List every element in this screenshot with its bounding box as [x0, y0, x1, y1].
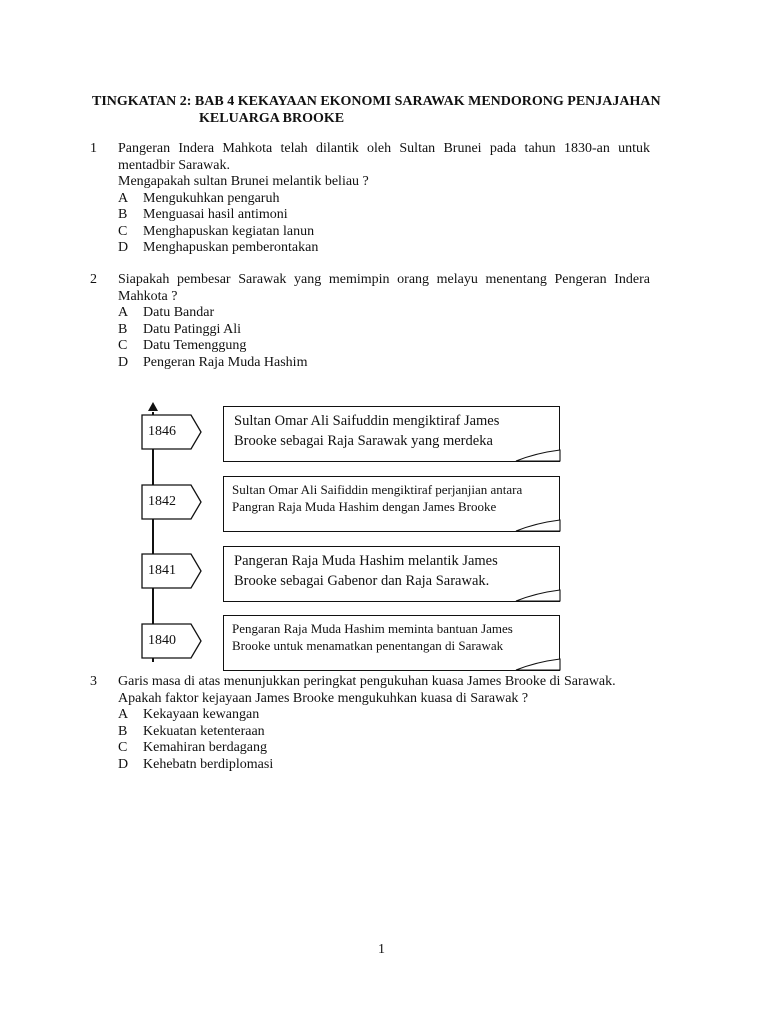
- answer-option-c: [118, 740, 710, 757]
- title-line-2: KELUARGA BROOKE: [199, 111, 345, 126]
- option-text: Datu Bandar: [143, 305, 215, 320]
- year-marker-1846: [141, 414, 203, 450]
- option-letter: D: [118, 354, 129, 370]
- question-number: 1: [90, 141, 97, 156]
- option-text: Kekayaan kewangan: [143, 707, 260, 722]
- event-text-line: Brooke sebagai Gabenor dan Raja Sarawak.: [234, 573, 490, 589]
- option-letter: C: [118, 740, 128, 755]
- timeline-arrow-head: [148, 402, 158, 411]
- page-curl-icon: [516, 520, 560, 532]
- year-marker-1841: [141, 553, 203, 589]
- option-letter: C: [118, 223, 128, 239]
- option-text: Kekuatan ketenteraan: [143, 723, 265, 739]
- page-curl-icon: [516, 659, 560, 671]
- answer-option-d: [118, 240, 650, 257]
- option-text: Kehebatn berdiplomasi: [143, 756, 274, 772]
- answer-option-c: [118, 338, 650, 355]
- question-number: 2: [90, 272, 97, 287]
- year-marker-1842: [141, 484, 203, 520]
- question-2: [90, 272, 650, 371]
- timeline-event-1846: [223, 406, 560, 462]
- answer-option-a: [118, 707, 710, 724]
- event-text-line: Pangran Raja Muda Hashim dengan James Brooke: [232, 498, 497, 514]
- timeline-event-1840: [223, 615, 560, 671]
- option-letter: A: [118, 707, 129, 722]
- question-stem: Apakah faktor kejayaan James Brooke mengukuhkan kuasa di Sarawak ?: [118, 690, 529, 706]
- answer-option-d: [118, 757, 710, 774]
- page-number: 1: [378, 942, 385, 957]
- option-letter: D: [118, 240, 129, 255]
- option-text: Mengukuhkan pengaruh: [143, 190, 280, 206]
- option-text: Datu Patinggi Ali: [143, 321, 241, 337]
- year-label: 1846: [148, 424, 176, 439]
- year-label: 1841: [148, 563, 176, 578]
- event-text-line: Pengaran Raja Muda Hashim meminta bantuan James: [232, 621, 513, 636]
- option-letter: B: [118, 723, 128, 739]
- question-stem: Pangeran Indera Mahkota telah dilantik oleh Sultan Brunei pada tahun 1830-an untuk mentadbir Sarawak.: [118, 141, 650, 173]
- option-letter: A: [118, 305, 129, 320]
- question-1: [90, 141, 650, 257]
- option-letter: A: [118, 190, 129, 206]
- option-letter: C: [118, 338, 128, 353]
- answer-option-c: [118, 224, 650, 241]
- event-text-line: Brooke sebagai Raja Sarawak yang merdeka: [234, 433, 493, 449]
- option-text: Menghapuskan kegiatan lanun: [143, 223, 315, 239]
- page-curl-icon: [516, 590, 560, 602]
- title-line-1: TINGKATAN 2: BAB 4 KEKAYAAN EKONOMI SARAWAK MENDORONG PENJAJAHAN: [92, 94, 661, 109]
- option-text: Menguasai hasil antimoni: [143, 207, 288, 222]
- answer-option-b: [118, 724, 710, 741]
- event-text-line: Brooke untuk menamatkan penentangan di Sarawak: [232, 637, 504, 653]
- event-text-line: Pangeran Raja Muda Hashim melantik James: [234, 553, 498, 569]
- option-text: Menghapuskan pemberontakan: [143, 240, 319, 255]
- question-stem: Mengapakah sultan Brunei melantik beliau ?: [118, 174, 369, 189]
- option-text: Pengeran Raja Muda Hashim: [143, 354, 308, 370]
- question-stem: Siapakah pembesar Sarawak yang memimpin orang melayu menentang Pengeran Indera Mahkota ?: [118, 272, 650, 304]
- year-label: 1840: [148, 633, 176, 648]
- event-text-line: Sultan Omar Ali Saifuddin mengiktiraf James: [234, 413, 500, 429]
- answer-option-b: [118, 322, 650, 339]
- timeline-event-1842: [223, 476, 560, 532]
- event-text-line: Sultan Omar Ali Saifiddin mengiktiraf perjanjian antara: [232, 482, 523, 497]
- question-number: 3: [90, 674, 97, 689]
- question-stem: Garis masa di atas menunjukkan peringkat pengukuhan kuasa James Brooke di Sarawak.: [118, 674, 616, 689]
- option-letter: B: [118, 207, 128, 222]
- option-letter: D: [118, 756, 129, 772]
- option-letter: B: [118, 321, 128, 337]
- page-curl-icon: [516, 450, 560, 462]
- answer-option-a: [118, 305, 650, 322]
- option-text: Kemahiran berdagang: [143, 740, 267, 755]
- timeline-event-1841: [223, 546, 560, 602]
- option-text: Datu Temenggung: [143, 338, 247, 353]
- page-title: [92, 93, 712, 127]
- question-3: [90, 674, 710, 773]
- answer-option-a: [118, 191, 650, 208]
- answer-option-b: [118, 207, 650, 224]
- year-marker-1840: [141, 623, 203, 659]
- year-label: 1842: [148, 494, 176, 509]
- answer-option-d: [118, 355, 650, 372]
